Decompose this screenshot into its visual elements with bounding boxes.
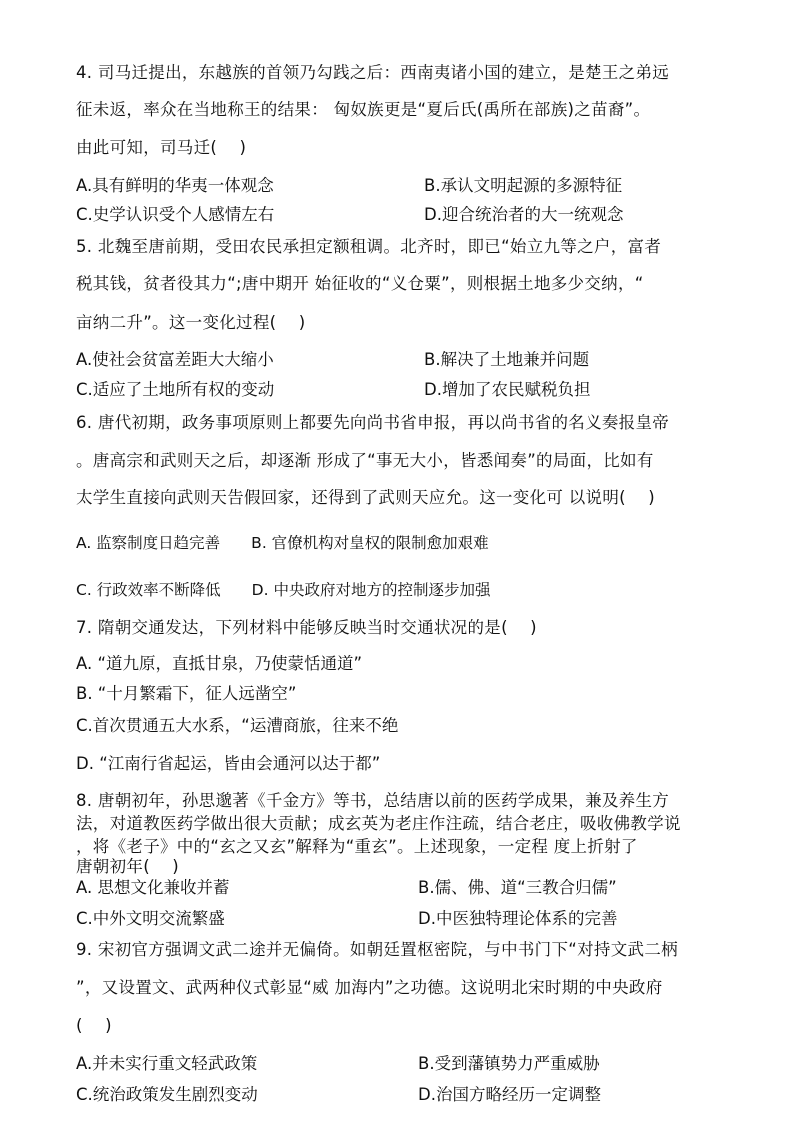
q9-option-d[interactable]: D.治国方略经历一定调整 (418, 1085, 601, 1104)
q9-option-c[interactable]: C.统治政策发生剧烈变动 (76, 1085, 258, 1104)
q9-stem-line-2: ”，又设置文、武两种仪式彰显“威 加海内”之功德。这说明北宋时期的中央政府 (76, 978, 663, 997)
q4-option-a[interactable]: A.具有鲜明的华夷一体观念 (76, 176, 274, 195)
q5-stem-line-2: 税其钱，贫者役其力“;唐中期开 始征收的“义仓粟”，则根据土地多少交纳，“ (76, 274, 644, 293)
q6-options-ab[interactable]: A. 监察制度日趋完善 B. 官僚机构对皇权的限制愈加艰难 (76, 534, 489, 552)
q8-stem-line-3: ，将《老子》中的“玄之又玄”解释为“重玄”。上述现象，一定程 度上折射了 (76, 837, 638, 856)
q8-option-b[interactable]: B.儒、佛、道“三教合归儒” (418, 878, 617, 897)
q7-option-c[interactable]: C.首次贯通五大水系，“运漕商旅，往来不绝 (76, 716, 399, 735)
q5-option-b[interactable]: B.解决了土地兼并问题 (424, 350, 590, 369)
q5-option-c[interactable]: C.适应了土地所有权的变动 (76, 380, 275, 399)
q7-option-d[interactable]: D. “江南行省起运，皆由会通河以达于都” (76, 754, 381, 773)
q9-option-a[interactable]: A.并未实行重文轻武政策 (76, 1054, 258, 1073)
q4-option-b[interactable]: B.承认文明起源的多源特征 (424, 176, 623, 195)
q9-stem-line-3: ( ) (76, 1016, 112, 1035)
q7-option-b[interactable]: B. “十月繁霜下，征人远凿空” (76, 684, 297, 703)
q7-stem-line-1: 7. 隋朝交通发达，下列材料中能够反映当时交通状况的是( ) (76, 618, 537, 637)
q6-options-cd[interactable]: C. 行政效率不断降低 D. 中央政府对地方的控制逐步加强 (76, 581, 491, 599)
q7-option-a[interactable]: A. “道九原，直抵甘泉，乃使蒙恬通道” (76, 654, 363, 673)
q4-stem-line-2: 征未返，率众在当地称王的结果： 匈奴族更是“夏后氏(禹所在部族)之苗裔”。 (76, 100, 651, 119)
q8-stem-line-1: 8. 唐朝初年，孙思邈著《千金方》等书，总结唐以前的医药学成果，兼及养生方 (76, 791, 670, 810)
q4-stem-line-3: 由此可知，司马迁( ) (76, 138, 247, 157)
q8-stem-line-4: 唐朝初年( ) (76, 857, 180, 876)
q8-stem-line-2: 法，对道教医药学做出很大贡献；成玄英为老庄作注疏，结合老庄，吸收佛教学说 (76, 814, 681, 833)
q4-option-c[interactable]: C.史学认识受个人感情左右 (76, 205, 275, 224)
q4-stem-line-1: 4. 司马迁提出，东越族的首领乃勾践之后：西南夷诸小国的建立，是楚王之弟远 (76, 63, 670, 82)
q9-option-b[interactable]: B.受到藩镇势力严重威胁 (418, 1054, 600, 1073)
q6-stem-line-3: 太学生直接向武则天告假回家，还得到了武则天应允。这一变化可 以说明( ) (76, 488, 655, 507)
q8-option-d[interactable]: D.中医独特理论体系的完善 (418, 909, 618, 928)
q4-option-d[interactable]: D.迎合统治者的大一统观念 (424, 205, 624, 224)
q6-stem-line-1: 6. 唐代初期，政务事项原则上都要先向尚书省申报，再以尚书省的名义奏报皇帝 (76, 413, 670, 432)
q5-stem-line-1: 5. 北魏至唐前期，受田农民承担定额租调。北齐时，即已“始立九等之户，富者 (76, 237, 662, 256)
q5-option-d[interactable]: D.增加了农民赋税负担 (424, 380, 591, 399)
q6-stem-line-2: 。唐高宗和武则天之后，却逐渐 形成了“事无大小，皆悉闻奏”的局面，比如有 (76, 451, 654, 470)
q8-option-c[interactable]: C.中外文明交流繁盛 (76, 909, 225, 928)
q5-option-a[interactable]: A.使社会贫富差距大大缩小 (76, 350, 274, 369)
q8-option-a[interactable]: A. 思想文化兼收并蓄 (76, 878, 230, 897)
q9-stem-line-1: 9. 宋初官方强调文武二途并无偏倚。如朝廷置枢密院，与中书门下“对持文武二柄 (76, 940, 678, 959)
q5-stem-line-3: 亩纳二升”。这一变化过程( ) (76, 313, 306, 332)
